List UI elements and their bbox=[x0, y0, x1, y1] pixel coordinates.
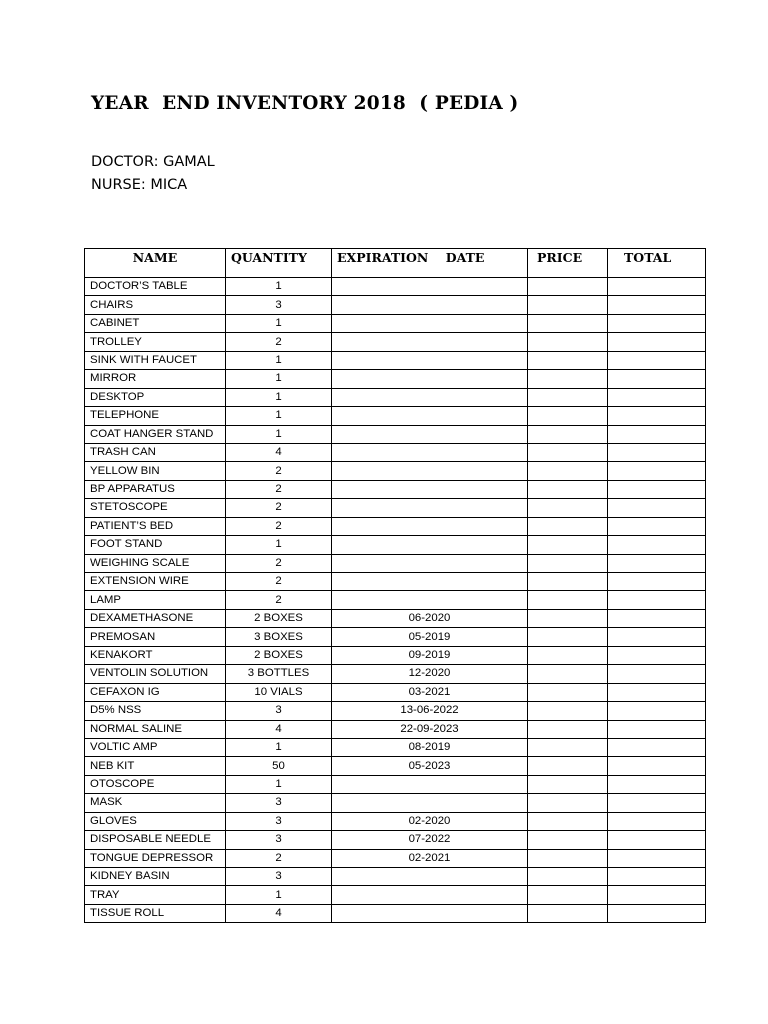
item-price-cell bbox=[528, 462, 608, 480]
item-name-cell: CABINET bbox=[85, 314, 226, 332]
item-price-cell bbox=[528, 904, 608, 922]
item-price-cell bbox=[528, 609, 608, 627]
item-total-cell bbox=[608, 407, 706, 425]
item-expiration-cell: 02-2020 bbox=[332, 812, 528, 830]
table-row bbox=[85, 278, 706, 296]
document-title: YEAR END INVENTORY 2018 ( PEDIA ) bbox=[91, 93, 519, 114]
item-total-cell bbox=[608, 794, 706, 812]
item-name-cell: YELLOW BIN bbox=[85, 462, 226, 480]
inventory-table-header bbox=[85, 249, 706, 278]
item-quantity-cell: 3 bbox=[226, 296, 332, 314]
item-quantity-cell: 4 bbox=[226, 904, 332, 922]
table-row bbox=[85, 314, 706, 332]
item-name-cell: DOCTOR’S TABLE bbox=[85, 278, 226, 296]
item-quantity-cell: 10 VIALS bbox=[226, 683, 332, 701]
item-price-cell bbox=[528, 702, 608, 720]
table-row bbox=[85, 628, 706, 646]
table-row bbox=[85, 425, 706, 443]
item-name-cell: TRASH CAN bbox=[85, 443, 226, 461]
item-name-cell: MIRROR bbox=[85, 370, 226, 388]
item-expiration-cell bbox=[332, 370, 528, 388]
item-quantity-cell: 3 bbox=[226, 868, 332, 886]
item-expiration-cell bbox=[332, 388, 528, 406]
item-total-cell bbox=[608, 425, 706, 443]
table-row bbox=[85, 683, 706, 701]
item-name-cell: CEFAXON IG bbox=[85, 683, 226, 701]
item-expiration-cell bbox=[332, 278, 528, 296]
table-row bbox=[85, 702, 706, 720]
item-price-cell bbox=[528, 720, 608, 738]
item-price-cell bbox=[528, 868, 608, 886]
item-expiration-cell: 22-09-2023 bbox=[332, 720, 528, 738]
table-row bbox=[85, 904, 706, 922]
item-price-cell bbox=[528, 314, 608, 332]
item-quantity-cell: 2 bbox=[226, 573, 332, 591]
item-price-cell bbox=[528, 370, 608, 388]
item-name-cell: SINK WITH FAUCET bbox=[85, 351, 226, 369]
item-name-cell: DEXAMETHASONE bbox=[85, 609, 226, 627]
item-total-cell bbox=[608, 609, 706, 627]
item-name-cell: TRAY bbox=[85, 886, 226, 904]
item-total-cell bbox=[608, 665, 706, 683]
item-quantity-cell: 1 bbox=[226, 314, 332, 332]
table-row bbox=[85, 591, 706, 609]
item-quantity-cell: 1 bbox=[226, 351, 332, 369]
table-row bbox=[85, 536, 706, 554]
item-price-cell bbox=[528, 812, 608, 830]
item-price-cell bbox=[528, 886, 608, 904]
item-expiration-cell bbox=[332, 886, 528, 904]
item-name-cell: LAMP bbox=[85, 591, 226, 609]
item-name-cell: PREMOSAN bbox=[85, 628, 226, 646]
item-total-cell bbox=[608, 278, 706, 296]
item-quantity-cell: 3 BOXES bbox=[226, 628, 332, 646]
item-total-cell bbox=[608, 738, 706, 756]
item-expiration-cell bbox=[332, 517, 528, 535]
item-name-cell: STETOSCOPE bbox=[85, 499, 226, 517]
table-row bbox=[85, 407, 706, 425]
table-row bbox=[85, 609, 706, 627]
item-quantity-cell: 2 bbox=[226, 462, 332, 480]
table-row bbox=[85, 554, 706, 572]
header-price: PRICE bbox=[528, 249, 608, 278]
header-quantity: QUANTITY bbox=[226, 249, 332, 278]
item-expiration-cell: 06-2020 bbox=[332, 609, 528, 627]
item-name-cell: KIDNEY BASIN bbox=[85, 868, 226, 886]
item-name-cell: TROLLEY bbox=[85, 333, 226, 351]
item-quantity-cell: 1 bbox=[226, 278, 332, 296]
item-quantity-cell: 4 bbox=[226, 443, 332, 461]
header-expiration-date: EXPIRATION DATE bbox=[332, 249, 528, 278]
table-row bbox=[85, 443, 706, 461]
item-expiration-cell: 02-2021 bbox=[332, 849, 528, 867]
item-price-cell bbox=[528, 573, 608, 591]
table-row bbox=[85, 296, 706, 314]
item-name-cell: TELEPHONE bbox=[85, 407, 226, 425]
item-price-cell bbox=[528, 554, 608, 572]
table-row bbox=[85, 517, 706, 535]
table-row bbox=[85, 886, 706, 904]
item-quantity-cell: 3 BOTTLES bbox=[226, 665, 332, 683]
item-quantity-cell: 1 bbox=[226, 407, 332, 425]
item-expiration-cell: 05-2023 bbox=[332, 757, 528, 775]
item-price-cell bbox=[528, 388, 608, 406]
item-expiration-cell: 03-2021 bbox=[332, 683, 528, 701]
item-total-cell bbox=[608, 314, 706, 332]
table-row bbox=[85, 868, 706, 886]
table-row bbox=[85, 370, 706, 388]
item-name-cell: COAT HANGER STAND bbox=[85, 425, 226, 443]
table-row bbox=[85, 388, 706, 406]
item-price-cell bbox=[528, 296, 608, 314]
item-name-cell: DISPOSABLE NEEDLE bbox=[85, 831, 226, 849]
item-price-cell bbox=[528, 683, 608, 701]
item-name-cell: VOLTIC AMP bbox=[85, 738, 226, 756]
table-row bbox=[85, 646, 706, 664]
item-name-cell: VENTOLIN SOLUTION bbox=[85, 665, 226, 683]
item-price-cell bbox=[528, 480, 608, 498]
item-quantity-cell: 3 bbox=[226, 794, 332, 812]
item-quantity-cell: 2 bbox=[226, 499, 332, 517]
table-row bbox=[85, 831, 706, 849]
item-price-cell bbox=[528, 536, 608, 554]
item-total-cell bbox=[608, 775, 706, 793]
item-quantity-cell: 1 bbox=[226, 775, 332, 793]
item-expiration-cell bbox=[332, 554, 528, 572]
item-name-cell: TISSUE ROLL bbox=[85, 904, 226, 922]
item-quantity-cell: 3 bbox=[226, 812, 332, 830]
item-quantity-cell: 1 bbox=[226, 738, 332, 756]
table-row bbox=[85, 499, 706, 517]
table-row bbox=[85, 757, 706, 775]
item-price-cell bbox=[528, 738, 608, 756]
item-quantity-cell: 50 bbox=[226, 757, 332, 775]
item-total-cell bbox=[608, 554, 706, 572]
item-quantity-cell: 1 bbox=[226, 388, 332, 406]
item-total-cell bbox=[608, 886, 706, 904]
item-total-cell bbox=[608, 831, 706, 849]
item-expiration-cell: 07-2022 bbox=[332, 831, 528, 849]
item-quantity-cell: 2 bbox=[226, 517, 332, 535]
item-total-cell bbox=[608, 720, 706, 738]
item-total-cell bbox=[608, 849, 706, 867]
item-quantity-cell: 2 bbox=[226, 849, 332, 867]
item-total-cell bbox=[608, 757, 706, 775]
item-expiration-cell bbox=[332, 499, 528, 517]
item-total-cell bbox=[608, 904, 706, 922]
item-quantity-cell: 1 bbox=[226, 425, 332, 443]
item-price-cell bbox=[528, 628, 608, 646]
item-total-cell bbox=[608, 351, 706, 369]
item-price-cell bbox=[528, 351, 608, 369]
item-total-cell bbox=[608, 480, 706, 498]
item-quantity-cell: 2 bbox=[226, 480, 332, 498]
item-expiration-cell bbox=[332, 351, 528, 369]
table-row bbox=[85, 720, 706, 738]
table-row bbox=[85, 480, 706, 498]
item-expiration-cell: 08-2019 bbox=[332, 738, 528, 756]
item-price-cell bbox=[528, 425, 608, 443]
item-expiration-cell bbox=[332, 407, 528, 425]
item-expiration-cell bbox=[332, 443, 528, 461]
item-name-cell: EXTENSION WIRE bbox=[85, 573, 226, 591]
item-quantity-cell: 2 bbox=[226, 554, 332, 572]
item-price-cell bbox=[528, 517, 608, 535]
item-expiration-cell bbox=[332, 573, 528, 591]
item-quantity-cell: 2 bbox=[226, 333, 332, 351]
item-price-cell bbox=[528, 646, 608, 664]
item-name-cell: DESKTOP bbox=[85, 388, 226, 406]
table-row bbox=[85, 849, 706, 867]
table-row bbox=[85, 573, 706, 591]
item-quantity-cell: 4 bbox=[226, 720, 332, 738]
item-name-cell: CHAIRS bbox=[85, 296, 226, 314]
item-expiration-cell bbox=[332, 794, 528, 812]
table-row bbox=[85, 351, 706, 369]
item-quantity-cell: 1 bbox=[226, 370, 332, 388]
table-row bbox=[85, 462, 706, 480]
item-total-cell bbox=[608, 462, 706, 480]
item-quantity-cell: 2 BOXES bbox=[226, 609, 332, 627]
item-total-cell bbox=[608, 499, 706, 517]
item-price-cell bbox=[528, 333, 608, 351]
header-name: NAME bbox=[85, 249, 226, 278]
item-price-cell bbox=[528, 757, 608, 775]
item-price-cell bbox=[528, 278, 608, 296]
item-total-cell bbox=[608, 573, 706, 591]
item-name-cell: BP APPARATUS bbox=[85, 480, 226, 498]
table-row bbox=[85, 812, 706, 830]
item-name-cell: NORMAL SALINE bbox=[85, 720, 226, 738]
item-name-cell: KENAKORT bbox=[85, 646, 226, 664]
item-expiration-cell bbox=[332, 462, 528, 480]
item-expiration-cell bbox=[332, 333, 528, 351]
item-price-cell bbox=[528, 849, 608, 867]
item-expiration-cell: 05-2019 bbox=[332, 628, 528, 646]
item-total-cell bbox=[608, 388, 706, 406]
item-name-cell: OTOSCOPE bbox=[85, 775, 226, 793]
item-total-cell bbox=[608, 591, 706, 609]
item-price-cell bbox=[528, 499, 608, 517]
item-quantity-cell: 3 bbox=[226, 831, 332, 849]
item-name-cell: MASK bbox=[85, 794, 226, 812]
item-total-cell bbox=[608, 683, 706, 701]
nurse-line: NURSE: MICA bbox=[91, 177, 188, 193]
item-name-cell: PATIENT’S BED bbox=[85, 517, 226, 535]
item-price-cell bbox=[528, 794, 608, 812]
table-row bbox=[85, 775, 706, 793]
item-quantity-cell: 1 bbox=[226, 886, 332, 904]
item-quantity-cell: 2 bbox=[226, 591, 332, 609]
item-expiration-cell bbox=[332, 868, 528, 886]
item-quantity-cell: 2 BOXES bbox=[226, 646, 332, 664]
item-total-cell bbox=[608, 443, 706, 461]
item-price-cell bbox=[528, 775, 608, 793]
item-expiration-cell bbox=[332, 296, 528, 314]
item-price-cell bbox=[528, 591, 608, 609]
item-expiration-cell: 09-2019 bbox=[332, 646, 528, 664]
item-expiration-cell: 13-06-2022 bbox=[332, 702, 528, 720]
item-total-cell bbox=[608, 333, 706, 351]
item-expiration-cell bbox=[332, 480, 528, 498]
header-row bbox=[85, 249, 706, 278]
header-total: TOTAL bbox=[608, 249, 706, 278]
doctor-line: DOCTOR: GAMAL bbox=[91, 154, 215, 170]
item-total-cell bbox=[608, 646, 706, 664]
item-expiration-cell: 12-2020 bbox=[332, 665, 528, 683]
table-row bbox=[85, 794, 706, 812]
item-price-cell bbox=[528, 443, 608, 461]
item-total-cell bbox=[608, 370, 706, 388]
item-total-cell bbox=[608, 812, 706, 830]
item-total-cell bbox=[608, 868, 706, 886]
item-price-cell bbox=[528, 665, 608, 683]
item-total-cell bbox=[608, 536, 706, 554]
item-expiration-cell bbox=[332, 314, 528, 332]
item-total-cell bbox=[608, 296, 706, 314]
table-row bbox=[85, 738, 706, 756]
item-total-cell bbox=[608, 702, 706, 720]
item-price-cell bbox=[528, 831, 608, 849]
item-expiration-cell bbox=[332, 904, 528, 922]
item-quantity-cell: 1 bbox=[226, 536, 332, 554]
item-name-cell: D5% NSS bbox=[85, 702, 226, 720]
item-name-cell: GLOVES bbox=[85, 812, 226, 830]
item-name-cell: TONGUE DEPRESSOR bbox=[85, 849, 226, 867]
item-name-cell: WEIGHING SCALE bbox=[85, 554, 226, 572]
item-total-cell bbox=[608, 517, 706, 535]
item-expiration-cell bbox=[332, 536, 528, 554]
item-name-cell: NEB KIT bbox=[85, 757, 226, 775]
inventory-table bbox=[84, 248, 706, 923]
item-expiration-cell bbox=[332, 425, 528, 443]
item-quantity-cell: 3 bbox=[226, 702, 332, 720]
item-expiration-cell bbox=[332, 775, 528, 793]
item-price-cell bbox=[528, 407, 608, 425]
item-name-cell: FOOT STAND bbox=[85, 536, 226, 554]
inventory-table-body bbox=[85, 278, 706, 923]
item-expiration-cell bbox=[332, 591, 528, 609]
item-total-cell bbox=[608, 628, 706, 646]
table-row bbox=[85, 665, 706, 683]
table-row bbox=[85, 333, 706, 351]
